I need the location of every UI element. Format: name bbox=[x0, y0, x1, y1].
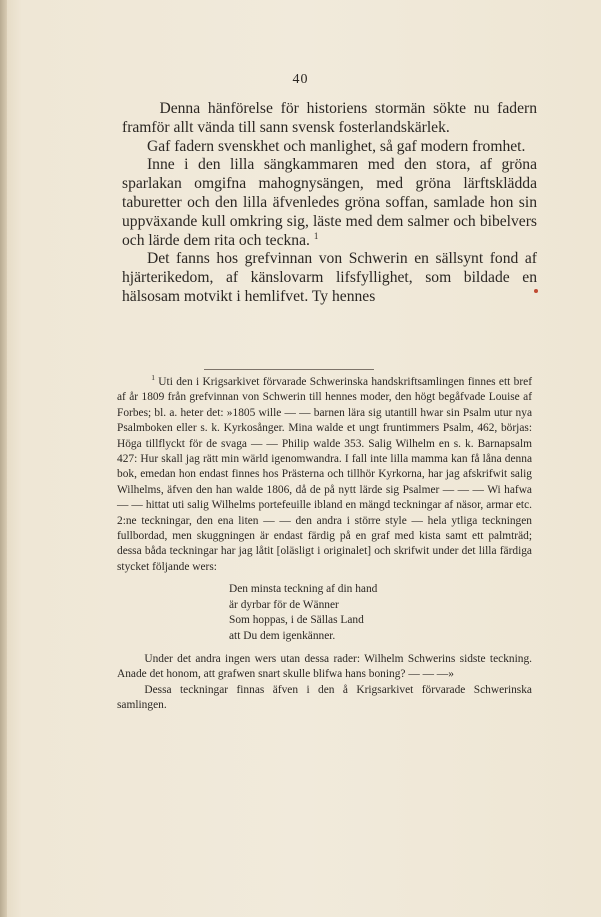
footnote-mark: 1 bbox=[151, 373, 155, 383]
paragraph-3 bbox=[122, 156, 537, 250]
footnote-text bbox=[117, 375, 532, 575]
poem-line-3: Som hoppas, i de Sällas Land bbox=[229, 614, 364, 627]
poem-line-2: är dyrbar för de Wänner bbox=[229, 598, 339, 611]
paragraph-4: Det fanns hos grefvinnan von Schwerin en sällsynt fond af hjärterikedom, af känslovarm lifsfyllighet, som bildade en hälsosam motvikt i hemlifvet. Ty hennes bbox=[122, 250, 537, 305]
poem-line-1: Den minsta teckning af din hand bbox=[229, 583, 378, 596]
footnote-divider bbox=[204, 369, 374, 370]
ink-spot bbox=[534, 289, 538, 293]
footnote-body: Uti den i Krigsarkivet förvarade Schwerinska handskriftsamlingen finnes ett bref af år 1809 från grefvinnan von Schwerin till hennes moder, den högt begåfvade Louise af Forbes; bl. a. heter det: »1805 wille — — barnen lära sig utantill hwar sin Psalm utur nya Psalmboken eller s. k. Kyrkosånger. Mina walde et ungt fruntimmers Psalm, 462, börjas: Höga tillflyckt för de svaga — — Philip walde 353. Salig Wilhelm en s. k. Barnapsalm 427: Hur skall jag rätt min wärld igenomwandra. I fall inte lilla mamma kan få låna denna bok, emedan hon endast finnes hos Prästerna och tillhör Kyrkorna, har jag afskrifwit salig Wilhelms, äfven den han walde 1806, då de på nytt lärde sig Psalmer — — — Wi hafwa — — hittat uti salig Wilhelms portefeuille ibland en mängd teckningar af näsor, armar etc. 2:ne teckningar, den ena liten — — den andra i större style — hela ytliga teckningen fullbordad, men skuggningen är endast färdig på en graf med kista samt ett palmträd; dessa båda teckningar har jag låtit [oläsligt i originalet] och skrifwit under det lilla färdiga stycket följande wers: bbox=[117, 376, 532, 573]
poem-line-4: att Du dem igenkänner. bbox=[229, 629, 336, 642]
page-binding-edge bbox=[0, 0, 7, 917]
paragraph-3-text: Inne i den lilla sängkammaren med den stora, af gröna sparlakan omgifna mahognysängen, med gröna lärftsklädda taburetter och den lilla äfvenledes gröna soffan, samlade hon sin uppväxande kull omkring sig, läste med dem salmer och bibelvers och lärde dem rita och teckna. bbox=[122, 156, 537, 249]
paragraph-1: Denna hänförelse för historiens stormän sökte nu fadern framför allt vända till sann svensk fosterlandskärlek. bbox=[122, 100, 537, 136]
paragraph-2: Gaf fadern svenskhet och manlighet, så gaf modern fromhet. bbox=[146, 137, 526, 155]
footnote-closing: Dessa teckningar finnas äfven i den å Krigsarkivet förvarade Schwerinska samlingen. bbox=[117, 683, 532, 712]
footnote-block bbox=[117, 375, 532, 714]
footnote-after-poem: Under det andra ingen wers utan dessa rader: Wilhelm Schwerins sidste teckning. Anade det honom, att grafwen snart skulle blifwa hans boning? — — —» bbox=[117, 652, 532, 681]
footnote-reference: 1 bbox=[313, 230, 319, 241]
poem-verse bbox=[229, 582, 532, 644]
main-text bbox=[122, 100, 537, 307]
page-number: 40 bbox=[292, 72, 309, 87]
